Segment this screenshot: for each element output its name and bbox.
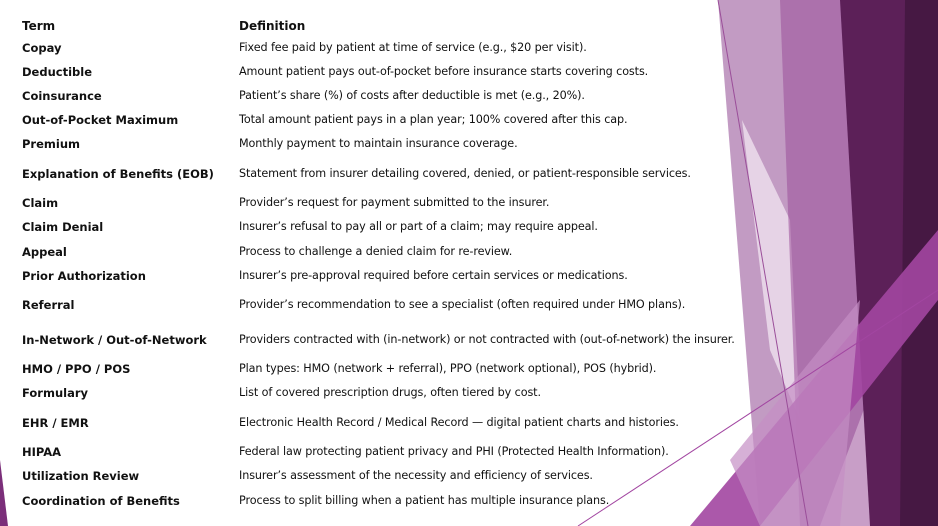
term-cell: Copay	[22, 41, 62, 55]
definition-cell: Patient’s share (%) of costs after deductible is met (e.g., 20%).	[239, 89, 585, 102]
definition-cell: Providers contracted with (in-network) or not contracted with (out-of-network) the insurer.	[239, 333, 735, 346]
definition-cell: Fixed fee paid by patient at time of service (e.g., $20 per visit).	[239, 41, 587, 54]
term-cell: In-Network / Out-of-Network	[22, 333, 207, 347]
term-cell: Prior Authorization	[22, 269, 146, 283]
table-row	[0, 88, 760, 104]
definition-cell: Insurer’s pre-approval required before certain services or medications.	[239, 269, 628, 282]
table-row	[0, 468, 760, 484]
table-row	[0, 112, 760, 128]
term-cell: HIPAA	[22, 445, 62, 459]
table-row	[0, 493, 760, 509]
definition-cell: Process to split billing when a patient has multiple insurance plans.	[239, 494, 610, 507]
table-row	[0, 64, 760, 80]
term-cell: EHR / EMR	[22, 416, 89, 430]
table-row	[0, 166, 760, 182]
table-row	[0, 444, 760, 460]
table-row	[0, 332, 760, 348]
table-row	[0, 136, 760, 152]
term-cell: Coordination of Benefits	[22, 494, 180, 508]
term-cell: Referral	[22, 298, 75, 312]
table-row	[0, 415, 760, 431]
term-cell: Premium	[22, 137, 80, 151]
table-row	[0, 40, 760, 56]
table-row	[0, 297, 760, 313]
column-header-term: Term	[22, 19, 56, 33]
term-cell: Claim	[22, 196, 59, 210]
term-cell: Utilization Review	[22, 469, 140, 483]
table-row	[0, 385, 760, 401]
definition-cell: Total amount patient pays in a plan year; 100% covered after this cap.	[239, 113, 628, 126]
definition-cell: Electronic Health Record / Medical Record — digital patient charts and histories.	[239, 416, 679, 429]
definition-cell: Monthly payment to maintain insurance coverage.	[239, 137, 518, 150]
term-cell: Formulary	[22, 386, 89, 400]
definition-cell: Insurer’s refusal to pay all or part of a claim; may require appeal.	[239, 220, 598, 233]
table-row	[0, 219, 760, 235]
table-row	[0, 268, 760, 284]
term-cell: Out-of-Pocket Maximum	[22, 113, 179, 127]
term-cell: HMO / PPO / POS	[22, 362, 131, 376]
definition-cell: Amount patient pays out-of-pocket before insurance starts covering costs.	[239, 65, 649, 78]
definition-cell: Plan types: HMO (network + referral), PPO (network optional), POS (hybrid).	[239, 362, 657, 375]
definition-cell: Insurer’s assessment of the necessity and efficiency of services.	[239, 469, 593, 482]
term-cell: Coinsurance	[22, 89, 102, 103]
table-row	[0, 361, 760, 377]
column-header-definition: Definition	[239, 19, 306, 33]
table-row	[0, 195, 760, 211]
definition-cell: Statement from insurer detailing covered, denied, or patient-responsible services.	[239, 167, 691, 180]
definition-cell: Provider’s recommendation to see a specialist (often required under HMO plans).	[239, 298, 686, 311]
table-row	[0, 244, 760, 260]
term-cell: Deductible	[22, 65, 92, 79]
term-cell: Appeal	[22, 245, 67, 259]
definition-cell: List of covered prescription drugs, often tiered by cost.	[239, 386, 541, 399]
definition-cell: Process to challenge a denied claim for re-review.	[239, 245, 513, 258]
definition-cell: Provider’s request for payment submitted to the insurer.	[239, 196, 550, 209]
term-cell: Explanation of Benefits (EOB)	[22, 167, 214, 181]
definition-cell: Federal law protecting patient privacy and PHI (Protected Health Information).	[239, 445, 669, 458]
term-cell: Claim Denial	[22, 220, 104, 234]
